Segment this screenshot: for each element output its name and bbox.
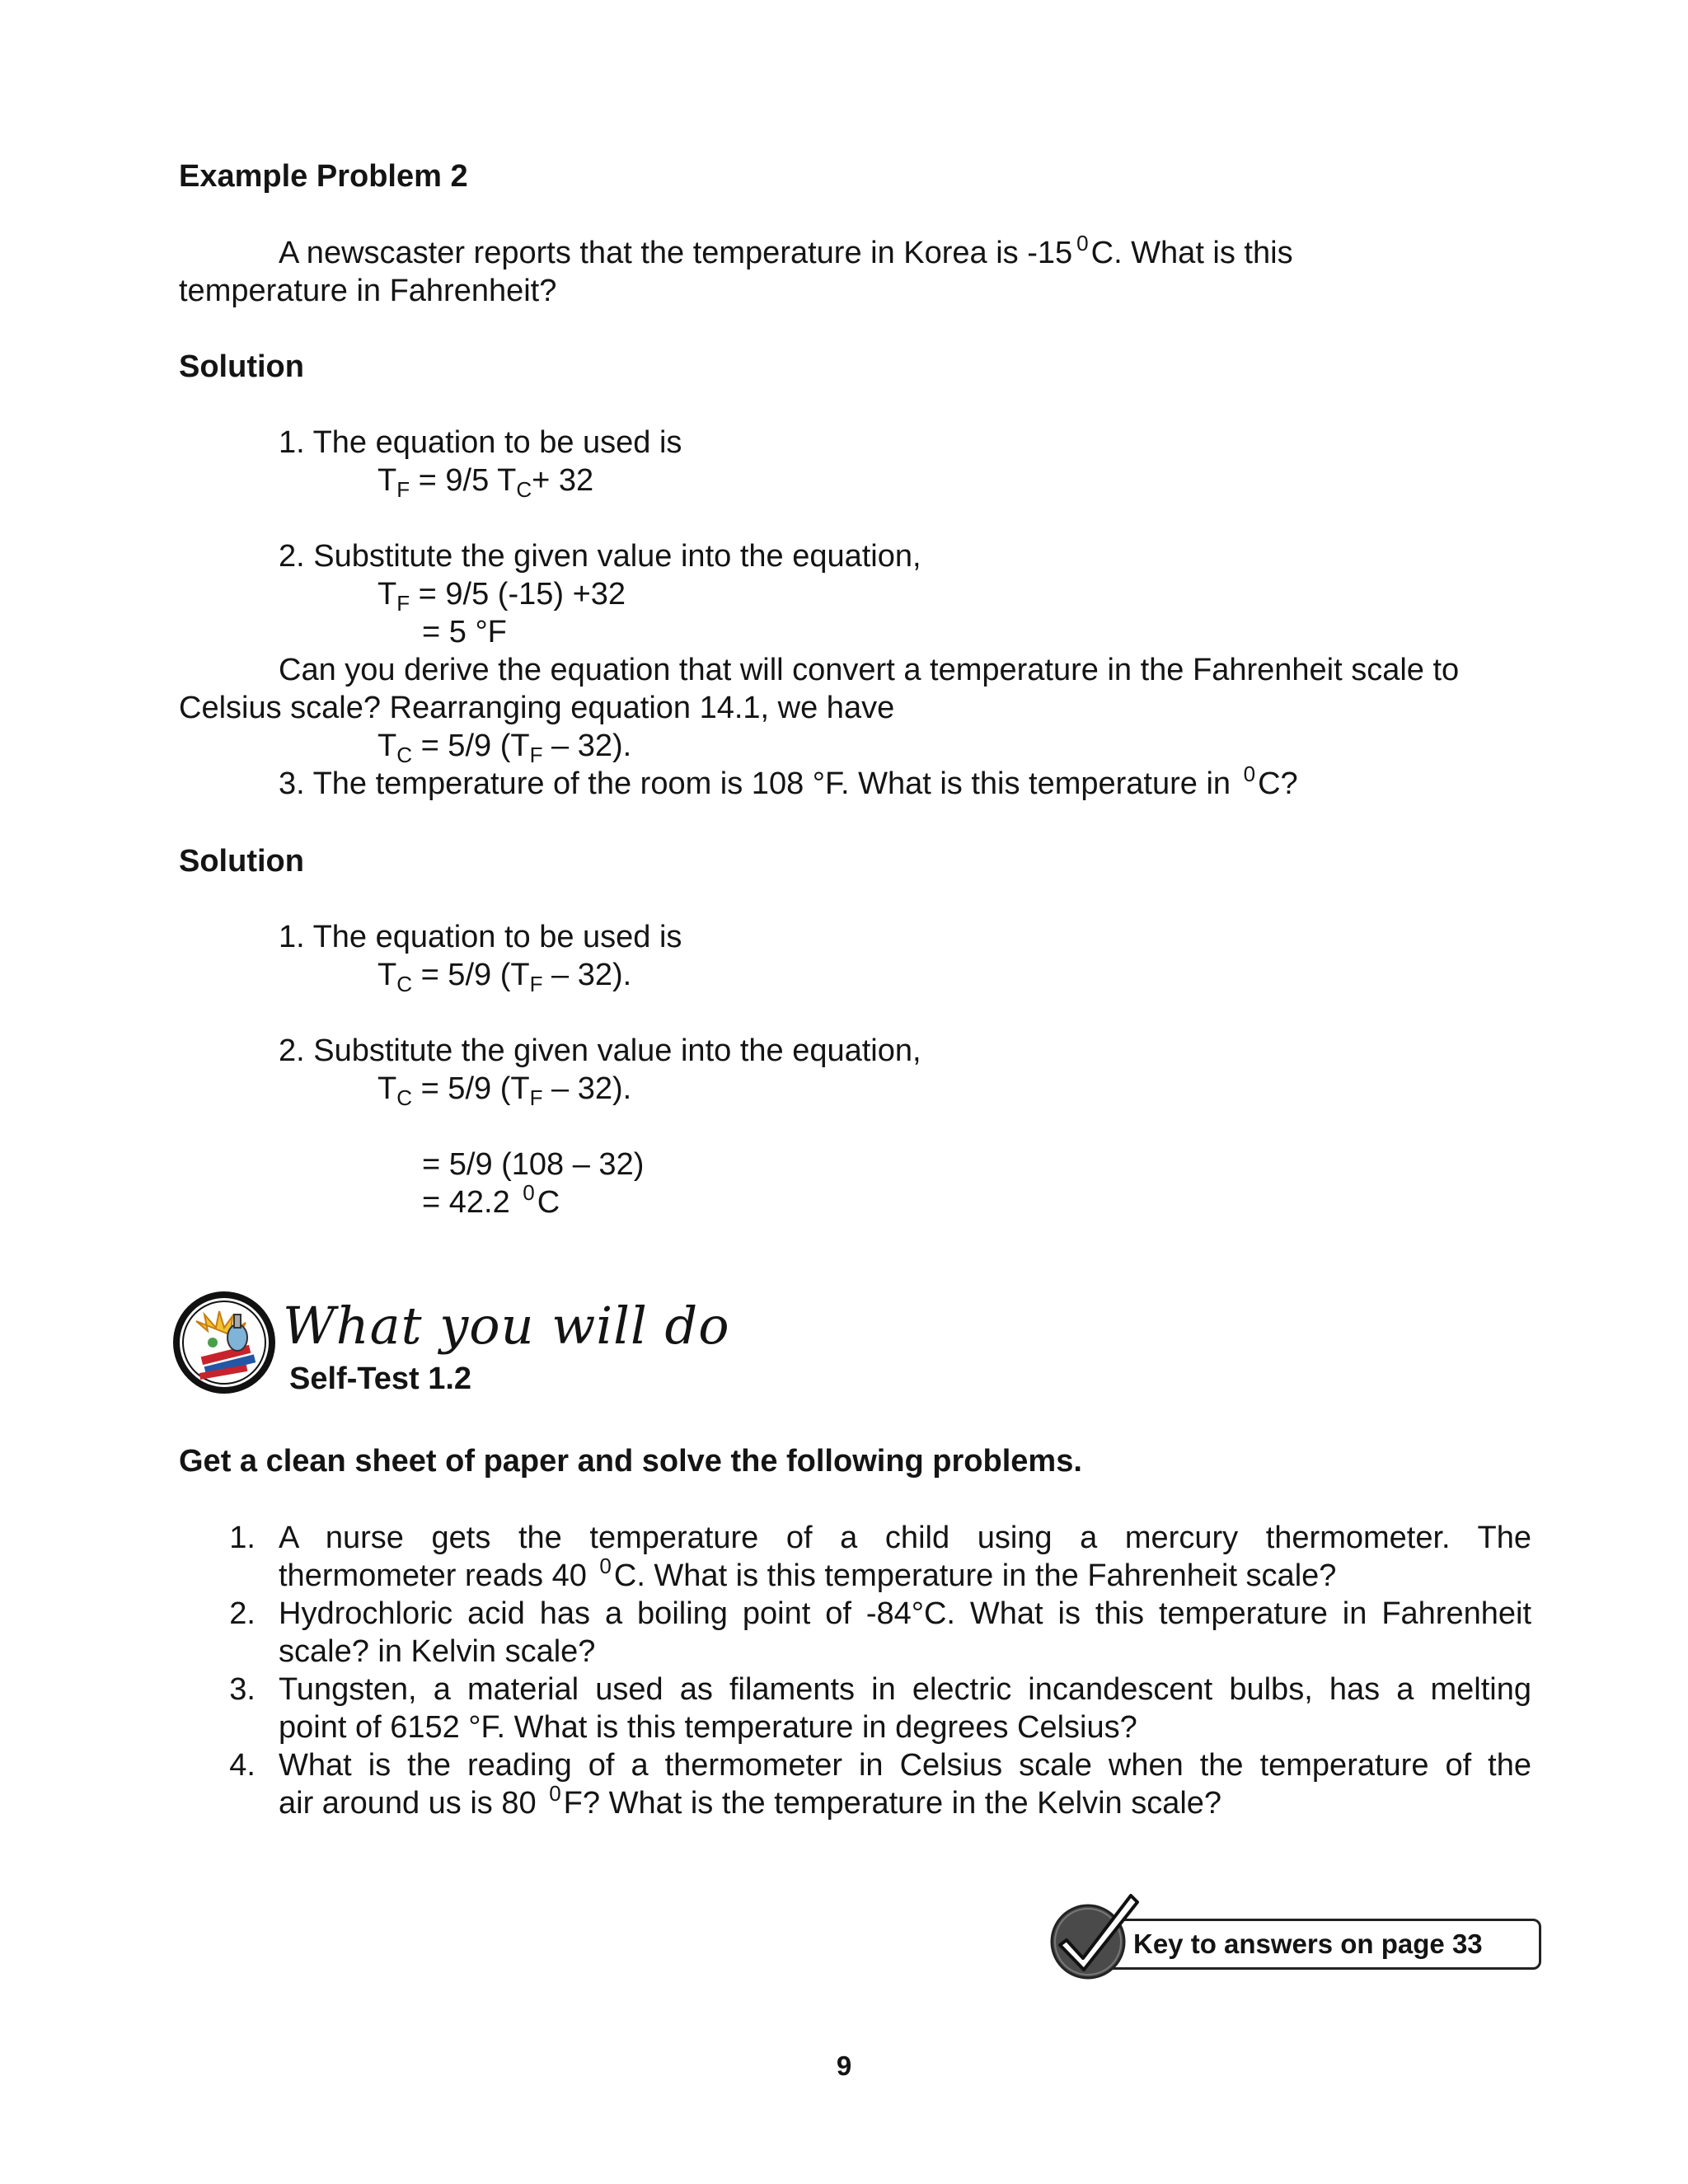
- derive-text-line2: Celsius scale? Rearranging equation 14.1, we have: [179, 691, 895, 725]
- solution-heading-2: Solution: [179, 844, 304, 879]
- eq-part: = 9/5 T: [418, 463, 517, 498]
- step3-text-2: C?: [1258, 766, 1298, 801]
- solution1-equation3: [377, 727, 631, 767]
- degree-sup: 0: [549, 1781, 561, 1806]
- problem-text: What is the reading of a thermometer in Celsius scale when the temperature of the: [279, 1748, 1531, 1783]
- solution1-equation1: [377, 462, 593, 502]
- problem-text: Hydrochloric acid has a boiling point of -84°C. What is this temperature in Fahrenheit: [279, 1596, 1531, 1631]
- degree-sup: 0: [523, 1180, 535, 1205]
- eq-part: – 32).: [551, 1071, 632, 1106]
- solution2-step2: 2. Substitute the given value into the equation,: [279, 1033, 921, 1068]
- degree-sup: 0: [1243, 762, 1256, 786]
- solution1-result: = 5 °F: [422, 615, 507, 649]
- problem-text-cont: point of 6152 °F. What is this temperature in degrees Celsius?: [279, 1710, 1137, 1745]
- instruction-text: Get a clean sheet of paper and solve the following problems.: [179, 1444, 1082, 1479]
- result-value: = 42.2: [422, 1185, 510, 1220]
- eq-subscript: C: [516, 477, 532, 502]
- example-title: Example Problem 2: [179, 159, 468, 194]
- solution-heading-1: Solution: [179, 349, 304, 384]
- eq-part: = 5/9 (T: [420, 729, 530, 763]
- solution2-step1: 1. The equation to be used is: [279, 920, 682, 954]
- answer-key-text: Key to answers on page 33: [1133, 1929, 1483, 1959]
- example-intro: [279, 231, 1293, 274]
- solution2-equation2: [377, 1070, 631, 1110]
- eq-part: + 32: [532, 463, 594, 498]
- eq-symbol: T: [377, 958, 397, 992]
- eq-symbol: T: [377, 729, 397, 763]
- science-activity-icon: [171, 1290, 277, 1395]
- solution1-step3: [279, 762, 1298, 805]
- problem-text-cont: [279, 1781, 1222, 1825]
- eq-subscript: C: [396, 972, 412, 996]
- checkmark-icon: [1045, 1887, 1142, 1985]
- eq-subscript: F: [396, 477, 410, 502]
- eq-subscript: F: [529, 743, 543, 767]
- problem-text-cont: [279, 1554, 1337, 1597]
- solution1-step1: 1. The equation to be used is: [279, 425, 682, 460]
- problem-number: 3.: [229, 1672, 256, 1707]
- eq-symbol: T: [377, 577, 397, 612]
- eq-symbol: T: [377, 463, 397, 498]
- problem-text: F? What is the temperature in the Kelvin scale?: [563, 1786, 1222, 1821]
- problem-text: C. What is this temperature in the Fahrenheit scale?: [613, 1558, 1337, 1593]
- degree-sup: 0: [599, 1554, 612, 1578]
- intro-text-2: C. What is this: [1090, 236, 1293, 270]
- eq-symbol: T: [377, 1071, 397, 1106]
- solution2-equation1: [377, 956, 631, 996]
- problem-text: air around us is 80: [279, 1786, 537, 1821]
- eq-part: = 9/5 (-15) +32: [418, 577, 626, 612]
- problem-number: 1.: [229, 1521, 256, 1555]
- eq-subscript: F: [396, 591, 410, 616]
- solution1-step2: 2. Substitute the given value into the equation,: [279, 539, 921, 574]
- solution2-substitution: = 5/9 (108 – 32): [422, 1147, 645, 1182]
- solution1-equation2: [377, 575, 626, 616]
- eq-part: – 32).: [551, 958, 632, 992]
- self-test-title: Self-Test 1.2: [289, 1361, 472, 1396]
- problem-number: 2.: [229, 1596, 256, 1631]
- problem-number: 4.: [229, 1748, 256, 1783]
- problem-text: Tungsten, a material used as filaments in electric incandescent bulbs, has a melting: [279, 1672, 1531, 1707]
- eq-subscript: F: [529, 1085, 543, 1110]
- eq-part: = 5/9 (T: [420, 958, 530, 992]
- degree-sup: 0: [1076, 231, 1089, 255]
- solution2-result: [422, 1180, 560, 1224]
- activity-heading: What you will do: [283, 1296, 730, 1356]
- page-number: 9: [836, 2050, 852, 2081]
- eq-part: = 5/9 (T: [420, 1071, 530, 1106]
- result-unit: C: [537, 1185, 560, 1220]
- step3-text-1: 3. The temperature of the room is 108 °F. What is this temperature in: [279, 766, 1231, 801]
- derive-text-line1: Can you derive the equation that will convert a temperature in the Fahrenheit scale to: [279, 653, 1460, 687]
- problem-text: A nurse gets the temperature of a child using a mercury thermometer. The: [279, 1521, 1531, 1555]
- eq-subscript: C: [396, 743, 412, 767]
- eq-subscript: C: [396, 1085, 412, 1110]
- eq-part: – 32).: [551, 729, 632, 763]
- intro-text-1: A newscaster reports that the temperature in Korea is -15: [279, 236, 1073, 270]
- eq-subscript: F: [529, 972, 543, 996]
- example-intro-line2: temperature in Fahrenheit?: [179, 274, 557, 308]
- problem-text-cont: scale? in Kelvin scale?: [279, 1634, 596, 1669]
- problem-text: thermometer reads 40: [279, 1558, 587, 1593]
